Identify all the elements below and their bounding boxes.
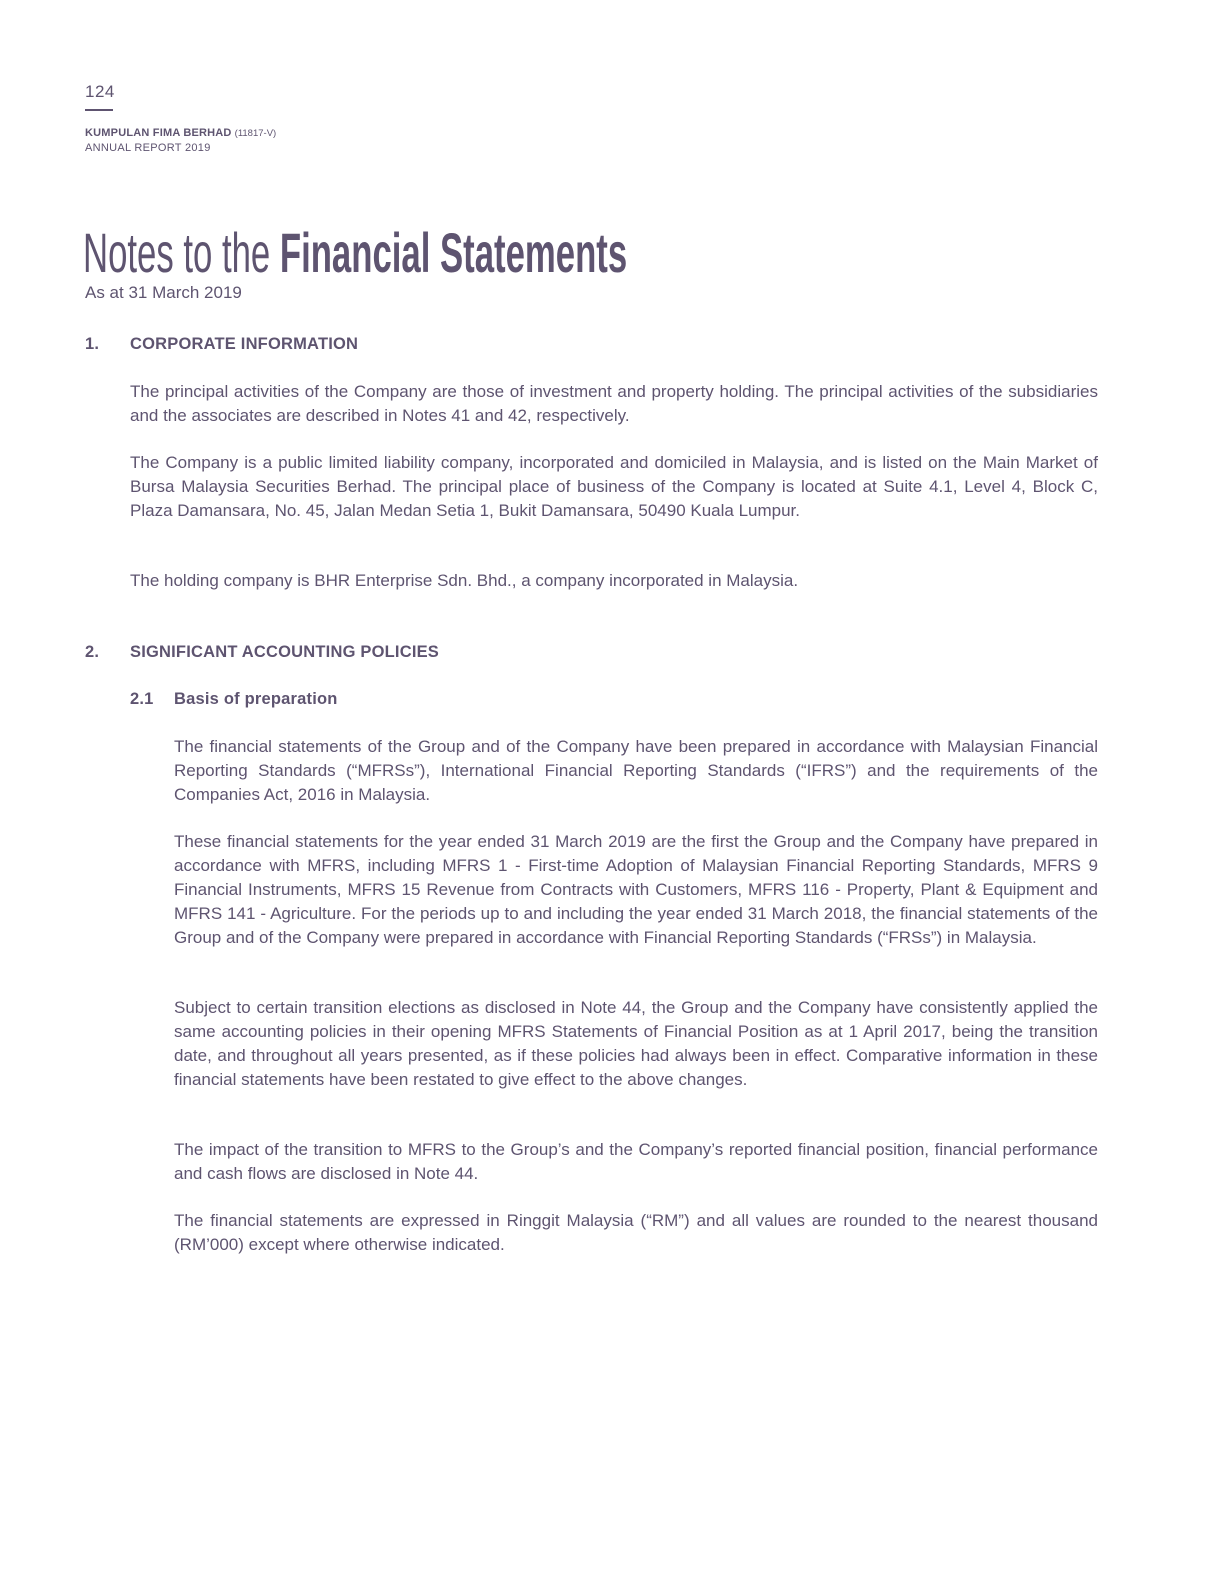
- section-title: SIGNIFICANT ACCOUNTING POLICIES: [130, 643, 440, 661]
- page-subtitle: As at 31 March 2019: [85, 283, 242, 302]
- paragraph: The principal activities of the Company are those of investment and property holding. The principal activities of the subsidiaries and the associates are described in Notes 41 and 42, respectively.: [130, 382, 1098, 425]
- paragraph: The financial statements are expressed in Ringgit Malaysia (“RM”) and all values are rounded to the nearest thousand (RM’000) except where otherwise indicated.: [174, 1211, 1098, 1254]
- report-name: ANNUAL REPORT 2019: [85, 142, 211, 154]
- company-registration: (11817-V): [234, 128, 277, 139]
- subsection-number: 2.1: [130, 690, 154, 708]
- paragraph: The financial statements of the Group and of the Company have been prepared in accordance with Malaysian Financial Reporting Standards (“MFRSs”), International Financial Reporting Standards (“IFRS”) and the requirements of the Companies Act, 2016 in Malaysia.: [174, 737, 1098, 804]
- paragraph: The impact of the transition to MFRS to the Group’s and the Company’s reported financial position, financial performance and cash flows are disclosed in Note 44.: [174, 1140, 1098, 1183]
- page-title: [83, 218, 627, 288]
- paragraph: The holding company is BHR Enterprise Sdn. Bhd., a company incorporated in Malaysia.: [130, 571, 799, 590]
- paragraph: These financial statements for the year ended 31 March 2019 are the first the Group and the Company have prepared in accordance with MFRS, including MFRS 1 - First-time Adoption of Malaysian Financial Reporting Standards, MFRS 9 Financial Instruments, MFRS 15 Revenue from Contracts with Customers, MFRS 116 - Property, Plant & Equipment and MFRS 141 - Agriculture. For the periods up to and including the year ended 31 March 2018, the financial statements of the Group and of the Company were prepared in accordance with Financial Reporting Standards (“FRSs”) in Malaysia.: [174, 832, 1098, 947]
- page-number-rule: [85, 109, 113, 111]
- section-number: 1.: [85, 335, 100, 353]
- paragraph: Subject to certain transition elections as disclosed in Note 44, the Group and the Company have consistently applied the same accounting policies in their opening MFRS Statements of Financial Position as at 1 April 2017, being the transition date, and throughout all years presented, as if these policies had always been in effect. Comparative information in these financial statements have been restated to give effect to the above changes.: [174, 998, 1098, 1089]
- page-title-bold: Financial Statements: [279, 221, 628, 284]
- section-title: CORPORATE INFORMATION: [130, 335, 359, 353]
- company-name: KUMPULAN FIMA BERHAD: [85, 127, 232, 139]
- paragraph: The Company is a public limited liability company, incorporated and domiciled in Malaysia, and is listed on the Main Market of Bursa Malaysia Securities Berhad. The principal place of business of the Company is located at Suite 4.1, Level 4, Block C, Plaza Damansara, No. 45, Jalan Medan Setia 1, Bukit Damansara, 50490 Kuala Lumpur.: [130, 453, 1098, 520]
- page-title-light: Notes to the: [83, 221, 271, 284]
- page-number: 124: [85, 82, 115, 101]
- section-number: 2.: [85, 643, 100, 661]
- subsection-title: Basis of preparation: [174, 690, 338, 708]
- report-header: [85, 126, 276, 155]
